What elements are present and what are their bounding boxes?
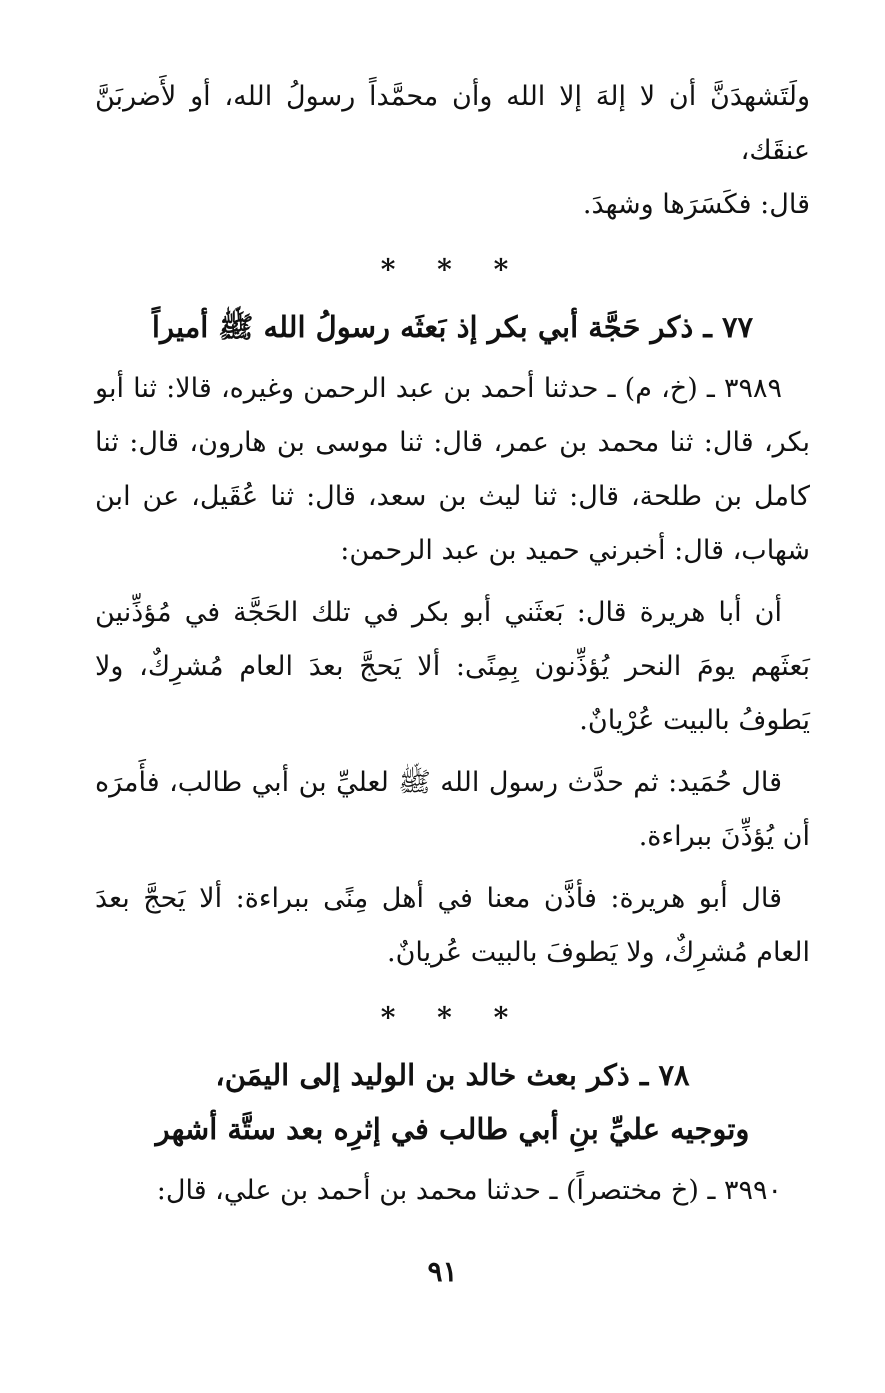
hadith-matn-paragraph: قال أبو هريرة: فأذَّن معنا في أهل مِنًى ببراءة: ألا يَحجَّ بعدَ العام مُشرِكٌ، ولا يَطوفَ بالبيت عُريانٌ. xyxy=(95,883,810,968)
body-text-line: قال: فكَسَرَها وشهدَ. xyxy=(582,189,810,220)
chapter-heading-78: ٧٨ ـ ذكر بعث خالد بن الوليد إلى اليمَن، xyxy=(215,1058,690,1092)
chapter-heading-77: ٧٧ ـ ذكر حَجَّة أبي بكر إذ بَعثَه رسولُ الله ﷺ أميراً xyxy=(151,310,754,344)
page-number: ٩١ xyxy=(427,1255,458,1288)
document-page xyxy=(95,70,810,1350)
hadith-isnad-3989: ٣٩٨٩ ـ (خ، م) ـ حدثنا أحمد بن عبد الرحمن وغيره، قالا: ثنا أبو بكر، قال: ثنا محمد بن عمر، قال: ثنا موسى بن هارون، قال: ثنا كامل بن طلحة، قال: ثنا ليث بن سعد، قال: ثنا عُقَيل، عن ابن شهاب، قال: أخبرني حميد بن عبد الرحمن: xyxy=(95,373,810,566)
chapter-heading-78-subtitle: وتوجيه عليِّ بنِ أبي طالب في إثرِه بعد ستَّة أشهر xyxy=(155,1112,750,1146)
hadith-isnad-3990: ٣٩٩٠ ـ (خ مختصراً) ـ حدثنا محمد بن أحمد بن علي، قال: xyxy=(156,1175,782,1206)
section-separator: * * * xyxy=(380,1001,525,1034)
hadith-matn-paragraph: قال حُمَيد: ثم حدَّث رسول الله ﷺ لعليِّ بن أبي طالب، فأَمرَه أن يُؤذِّنَ ببراءة. xyxy=(95,767,810,852)
hadith-matn-paragraph: أن أبا هريرة قال: بَعثَني أبو بكر في تلك الحَجَّة في مُؤذِّنين بَعثَهم يومَ النحر يُؤذِّنون بِمِنًى: ألا يَحجَّ بعدَ العام مُشرِكٌ، ولا يَطوفُ بالبيت عُرْيانٌ. xyxy=(95,597,810,736)
section-separator: * * * xyxy=(380,253,525,286)
body-text-line: ولَتَشهدَنَّ أن لا إلهَ إلا الله وأن محمَّداً رسولُ الله، أو لأَضربَنَّ عنقَك، xyxy=(95,81,810,166)
